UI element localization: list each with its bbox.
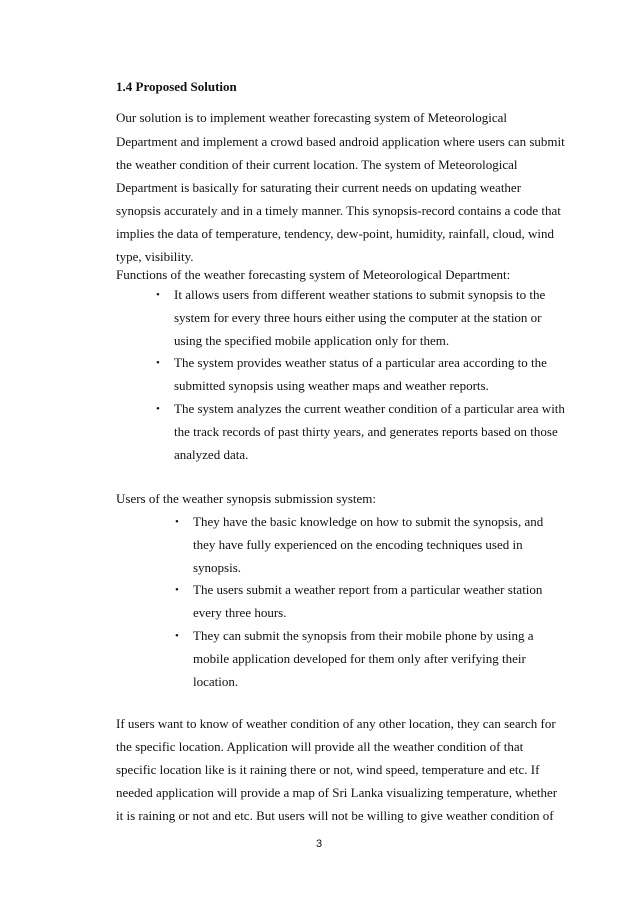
para1-line: Department is basically for saturating their current needs on updating weather bbox=[116, 180, 522, 195]
users-bullet-line: mobile application developed for them only after verifying their bbox=[193, 651, 526, 666]
para2-line: needed application will provide a map of Sri Lanka visualizing temperature, whether bbox=[116, 785, 558, 800]
functions-bullet-line: submitted synopsis using weather maps and weather reports. bbox=[174, 378, 489, 393]
page-number: 3 bbox=[315, 838, 323, 850]
para1-line: implies the data of temperature, tendency, dew-point, humidity, rainfall, cloud, wind bbox=[116, 226, 555, 241]
users-bullet-line: The users submit a weather report from a particular weather station bbox=[193, 582, 543, 597]
para1-line: Department and implement a crowd based android application where users can submit bbox=[116, 134, 565, 149]
bullet-icon: • bbox=[175, 630, 179, 642]
para2-line: If users want to know of weather condition of any other location, they can search for bbox=[116, 716, 556, 731]
users-bullet-line: location. bbox=[193, 674, 239, 689]
functions-bullet-line: the track records of past thirty years, and generates reports based on those bbox=[174, 424, 558, 439]
functions-bullet-line: The system provides weather status of a particular area according to the bbox=[174, 355, 547, 370]
functions-bullet-line: analyzed data. bbox=[174, 447, 249, 462]
users-bullet-line: synopsis. bbox=[193, 560, 242, 575]
bullet-icon: • bbox=[175, 516, 179, 528]
users-intro: Users of the weather synopsis submission system: bbox=[116, 491, 376, 506]
functions-intro: Functions of the weather forecasting system of Meteorological Department: bbox=[116, 267, 511, 282]
bullet-icon: • bbox=[156, 357, 160, 369]
para2-line: it is raining or not and etc. But users will not be willing to give weather condition of bbox=[116, 808, 554, 823]
bullet-icon: • bbox=[175, 584, 179, 596]
functions-bullet-line: It allows users from different weather stations to submit synopsis to the bbox=[174, 287, 546, 302]
users-bullet-line: They can submit the synopsis from their mobile phone by using a bbox=[193, 628, 534, 643]
users-bullet-line: every three hours. bbox=[193, 605, 287, 620]
para2-line: specific location like is it raining there or not, wind speed, temperature and etc. If bbox=[116, 762, 540, 777]
users-bullet-line: they have fully experienced on the encoding techniques used in bbox=[193, 537, 523, 552]
para1-line: type, visibility. bbox=[116, 249, 194, 264]
para1-line: the weather condition of their current location. The system of Meteorological bbox=[116, 157, 518, 172]
users-bullet-line: They have the basic knowledge on how to submit the synopsis, and bbox=[193, 514, 544, 529]
functions-bullet-line: using the specified mobile application only for them. bbox=[174, 333, 450, 348]
bullet-icon: • bbox=[156, 403, 160, 415]
functions-bullet-line: system for every three hours either using the computer at the station or bbox=[174, 310, 542, 325]
para1-line: synopsis accurately and in a timely manner. This synopsis-record contains a code that bbox=[116, 203, 561, 218]
para2-line: the specific location. Application will provide all the weather condition of that bbox=[116, 739, 524, 754]
functions-bullet-line: The system analyzes the current weather condition of a particular area with bbox=[174, 401, 565, 416]
bullet-icon: • bbox=[156, 289, 160, 301]
para1-line: Our solution is to implement weather forecasting system of Meteorological bbox=[116, 110, 507, 125]
section-heading: 1.4 Proposed Solution bbox=[116, 79, 237, 94]
